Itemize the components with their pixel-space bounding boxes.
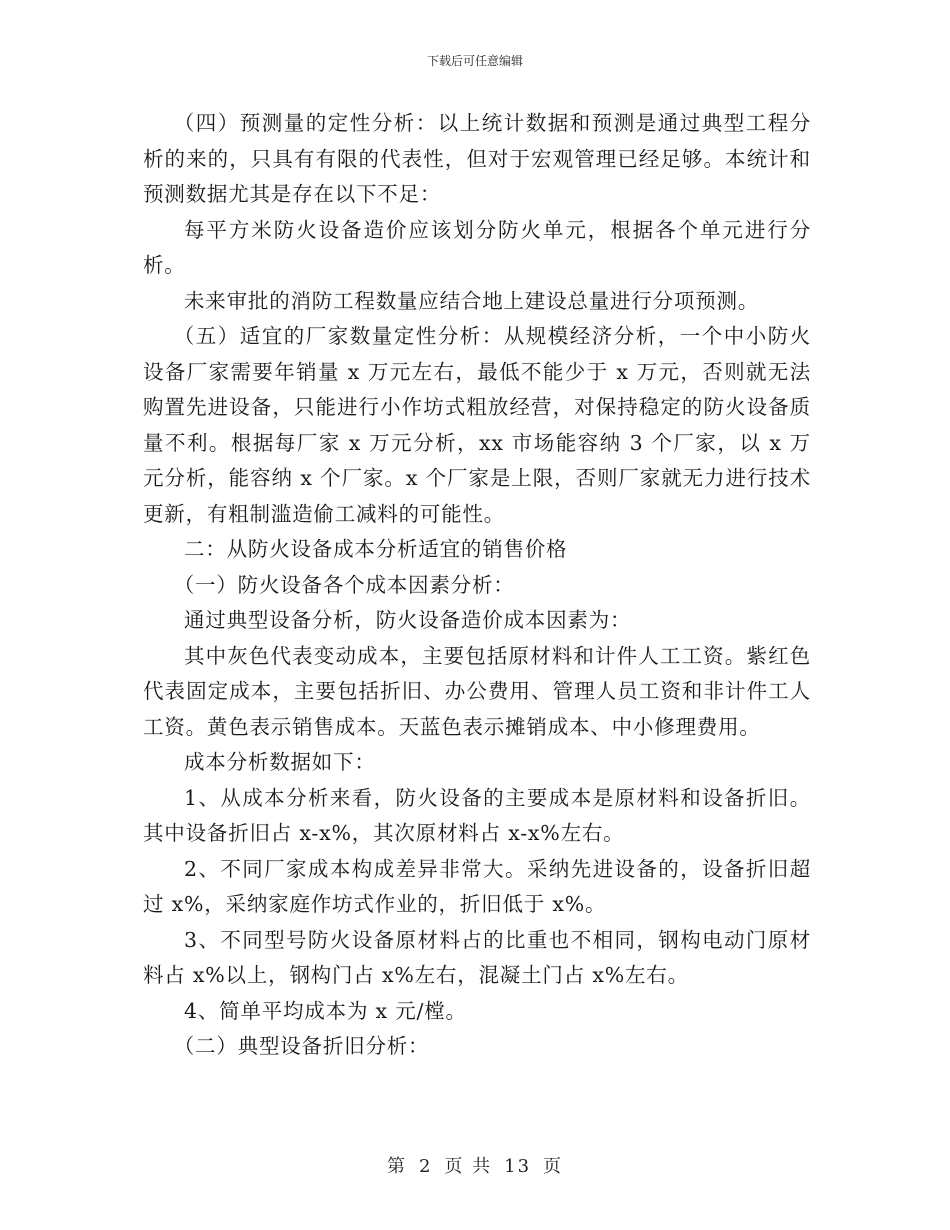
paragraph: （五）适宜的厂家数量定性分析：从规模经济分析，一个中小防火设备厂家需要年销量 x 万元左右，最低不能少于 x 万元，否则就无法购置先进设备，只能进行小作坊式粗放经营，对保持稳定的防火设备质量不利。根据每厂家 x 万元分析，xx 市场能容纳 3 个厂家，以 x 万元分析，能容纳 x 个厂家。x 个厂家是上限，否则厂家就无力进行技术更新，有粗制滥造偷工减料的可能性。 xyxy=(143,324,811,526)
footer-suffix: 页 xyxy=(543,1156,564,1177)
footer-middle: 页 共 xyxy=(444,1156,493,1177)
list-item: 1、从成本分析来看，防火设备的主要成本是原材料和设备折旧。其中设备折旧占 x-x%，其次原材料占 x-x%左右。 xyxy=(143,785,811,845)
subsection-heading: （一）防火设备各个成本因素分析： xyxy=(173,572,515,597)
paragraph: 通过典型设备分析，防火设备造价成本因素为： xyxy=(184,608,632,632)
document-body xyxy=(143,106,811,1065)
list-item: 2、不同厂家成本构成差异非常大。采纳先进设备的，设备折旧超过 x%，采纳家庭作坊式作业的，折旧低于 x%。 xyxy=(143,856,811,916)
paragraph: 成本分析数据如下： xyxy=(184,750,376,774)
subsection-heading: （二）典型设备折旧分析： xyxy=(173,1034,430,1058)
paragraph: 其中灰色代表变动成本，主要包括原材料和计件人工工资。紫红色代表固定成本，主要包括折旧、办公费用、管理人员工资和非计件工人工资。黄色表示销售成本。天蓝色表示摊销成本、中小修理费用。 xyxy=(143,643,811,739)
page-footer xyxy=(0,1152,950,1178)
list-item: 3、不同型号防火设备原材料占的比重也不相同，钢构电动门原材料占 x%以上，钢构门占 x%左右，混凝土门占 x%左右。 xyxy=(143,927,811,987)
list-item: 4、简单平均成本为 x 元/樘。 xyxy=(184,998,467,1023)
section-heading: 二：从防火设备成本分析适宜的销售价格 xyxy=(184,537,568,561)
footer-prefix: 第 xyxy=(386,1156,407,1177)
paragraph: 每平方米防火设备造价应该划分防火单元，根据各个单元进行分析。 xyxy=(143,217,811,277)
page-total: 13 xyxy=(504,1156,532,1177)
paragraph: 未来审批的消防工程数量应结合地上建设总量进行分项预测。 xyxy=(184,288,760,313)
page-number: 2 xyxy=(418,1156,433,1177)
paragraph: （四）预测量的定性分析：以上统计数据和预测是通过典型工程分析的来的，只具有有限的代表性，但对于宏观管理已经足够。本统计和预测数据尤其是存在以下不足： xyxy=(143,111,811,206)
page-header: 下载后可任意编辑 xyxy=(426,54,523,68)
